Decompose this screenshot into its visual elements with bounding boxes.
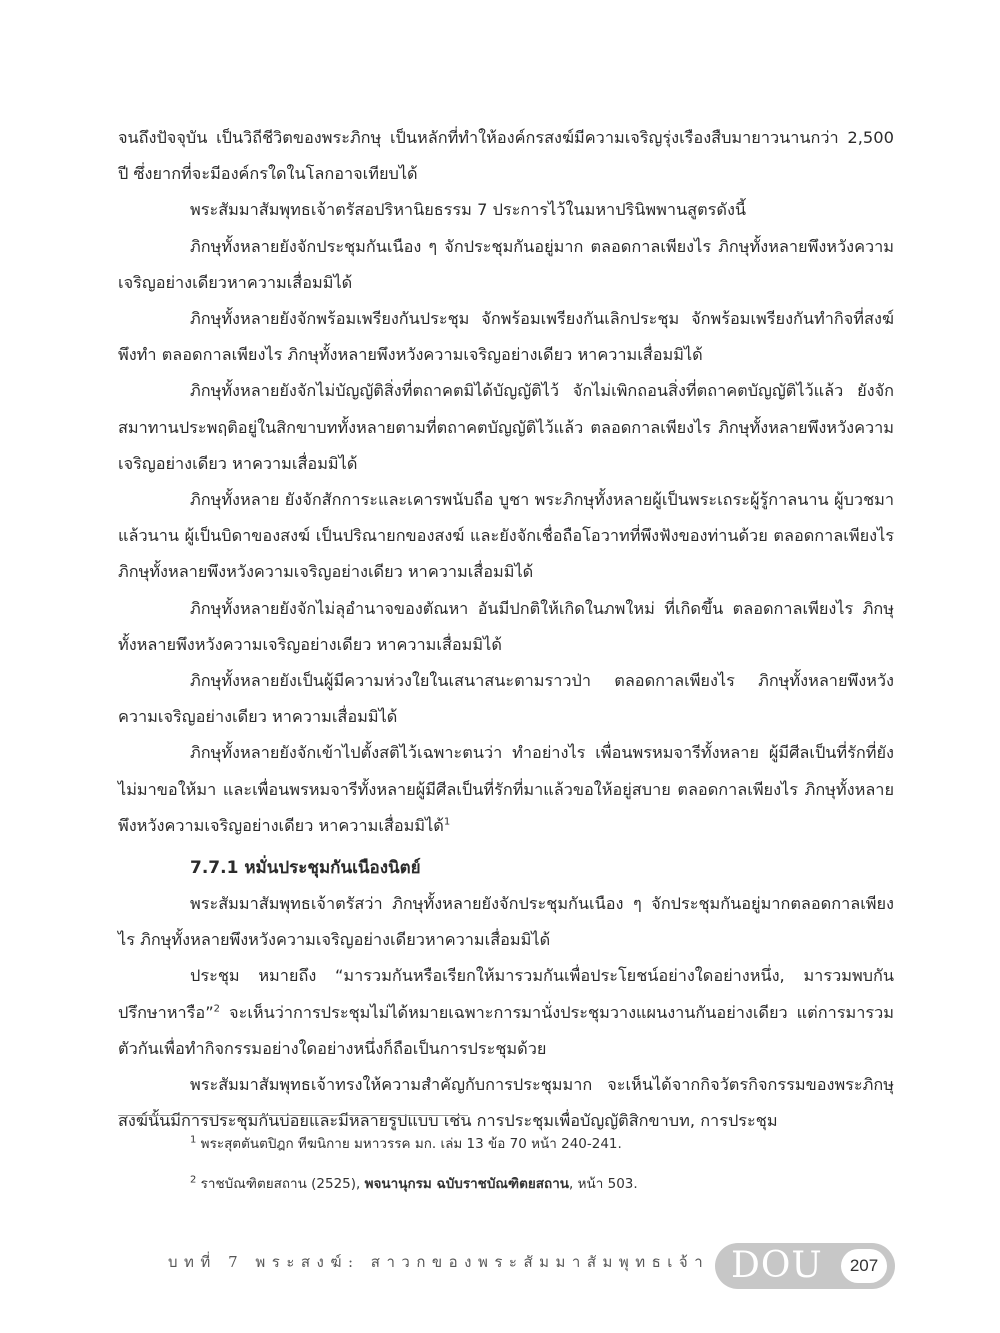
paragraph-9-text: ภิกษุทั้งหลายยังจักเข้าไปตั้งสติไว้เฉพาะตนว่า ทำอย่างไร เพื่อนพรหมจารีทั้งหลาย ผู้มีศีลเป็นที่รักที่ยังไม่มาขอให้มา และเพื่อนพรหมจารีทั้งหลายผู้มีศีลเป็นที่รักที่มาแล้วขอให้อยู่สบาย ตลอดกาลเพียงไร ภิกษุทั้งหลายพึงหวังความเจริญอย่างเดียว หาความเสื่อมมิได้ (118, 743, 894, 835)
dou-badge (715, 1243, 895, 1289)
footnotes (190, 1133, 890, 1213)
footnote-2-pre: ราชบัณฑิตยสถาน (2525), (196, 1176, 365, 1192)
running-footer-chapter: บทที่ 7 พระสงฆ์: สาวกของพระสัมมาสัมพุทธเจ้า (168, 1253, 710, 1271)
paragraph-7: ภิกษุทั้งหลายยังจักไม่ลุอำนาจของตัณหา อันมีปกติให้เกิดในภพใหม่ ที่เกิดขึ้น ตลอดกาลเพียงไร ภิกษุทั้งหลายพึงหวังความเจริญอย่างเดียว หาความเสื่อมมิได้ (118, 598, 894, 654)
paragraph-9 (118, 735, 894, 844)
paragraph-11-text-a: ประชุม หมายถึง “มารวมกันหรือเรียกให้มารวมกันเพื่อประโยชน์อย่างใดอย่างหนึ่ง, มารวมพบกันปรึกษาหารือ” (118, 966, 894, 1022)
footnote-1-number: 1 (190, 1134, 197, 1146)
footnote-ref-1[interactable]: 1 (443, 816, 451, 828)
paragraph-10: พระสัมมาสัมพุทธเจ้าตรัสว่า ภิกษุทั้งหลายยังจักประชุมกันเนือง ๆ จักประชุมกันอยู่มากตลอดกาลเพียงไร ภิกษุทั้งหลายพึงหวังความเจริญอย่างเดียวหาความเสื่อมมิได้ (118, 894, 894, 950)
footnote-ref-2[interactable]: 2 (213, 1003, 221, 1015)
paragraph-1: จนถึงปัจจุบัน เป็นวิถีชีวิตของพระภิกษุ เป็นหลักที่ทำให้องค์กรสงฆ์มีความเจริญรุ่งเรืองสืบมายาวนานกว่า 2,500 ปี ซึ่งยากที่จะมีองค์กรใดในโลกอาจเทียบได้ (118, 128, 894, 184)
paragraph-2: พระสัมมาสัมพุทธเจ้าตรัสอปริหานิยธรรม 7 ประการไว้ในมหาปรินิพพานสูตรดังนี้ (190, 200, 747, 220)
page-number: 207 (841, 1249, 887, 1283)
paragraph-4: ภิกษุทั้งหลายยังจักพร้อมเพรียงกันประชุม จักพร้อมเพรียงกันเลิกประชุม จักพร้อมเพรียงกันทำกิจที่สงฆ์พึงทำ ตลอดกาลเพียงไร ภิกษุทั้งหลายพึงหวังความเจริญอย่างเดียว หาความเสื่อมมิได้ (118, 309, 894, 365)
dou-logo: DOU (731, 1245, 823, 1286)
paragraph-5: ภิกษุทั้งหลายยังจักไม่บัญญัติสิ่งที่ตถาคตมิได้บัญญัติไว้ จักไม่เพิกถอนสิ่งที่ตถาคตบัญญัติไว้แล้ว ยังจักสมาทานประพฤติอยู่ในสิกขาบททั้งหลายตามที่ตถาคตบัญญัติไว้แล้ว ตลอดกาลเพียงไร ภิกษุทั้งหลายพึงหวังความเจริญอย่างเดียว หาความเสื่อมมิได้ (118, 381, 894, 473)
footnote-1-text: พระสุตตันตปิฎก ทีฆนิกาย มหาวรรค มก. เล่ม 13 ข้อ 70 หน้า 240-241. (196, 1136, 622, 1152)
footnote-divider (118, 1115, 468, 1116)
footnote-1 (190, 1133, 890, 1155)
section-heading: 7.7.1 หมั่นประชุมกันเนืองนิตย์ (190, 858, 421, 879)
footnote-2-post: , หน้า 503. (569, 1176, 638, 1192)
paragraph-11 (118, 958, 894, 1067)
paragraph-12: พระสัมมาสัมพุทธเจ้าทรงให้ความสำคัญกับการประชุมมาก จะเห็นได้จากกิจวัตรกิจกรรมของพระภิกษุสงฆ์นั้นมีการประชุมกันบ่อยและมีหลายรูปแบบ เช่น การประชุมเพื่อบัญญัติสิกขาบท, การประชุม (118, 1075, 894, 1131)
paragraph-3: ภิกษุทั้งหลายยังจักประชุมกันเนือง ๆ จักประชุมกันอยู่มาก ตลอดกาลเพียงไร ภิกษุทั้งหลายพึงหวังความเจริญอย่างเดียวหาความเสื่อมมิได้ (118, 236, 894, 292)
paragraph-11-text-b: จะเห็นว่าการประชุมไม่ได้หมายเฉพาะการมานั่งประชุมวางแผนงานกันอย่างเดียว แต่การมารวมตัวกันเพื่อทำกิจกรรมอย่างใดอย่างหนึ่งก็ถือเป็นการประชุมด้วย (118, 1002, 894, 1058)
footnote-2 (190, 1173, 890, 1195)
paragraph-6: ภิกษุทั้งหลาย ยังจักสักการะและเคารพนับถือ บูชา พระภิกษุทั้งหลายผู้เป็นพระเถระผู้รู้กาลนาน ผู้บวชมาแล้วนาน ผู้เป็นบิดาของสงฆ์ เป็นปริณายกของสงฆ์ และยังจักเชื่อถือโอวาทที่พึงฟังของท่านด้วย ตลอดกาลเพียงไร ภิกษุทั้งหลายพึงหวังความเจริญอย่างเดียว หาความเสื่อมมิได้ (118, 490, 894, 582)
body-text (118, 120, 894, 1139)
footnote-2-number: 2 (190, 1174, 197, 1186)
footnote-2-title: พจนานุกรม ฉบับราชบัณฑิตยสถาน (364, 1176, 570, 1192)
paragraph-8: ภิกษุทั้งหลายยังเป็นผู้มีความห่วงใยในเสนาสนะตามราวป่า ตลอดกาลเพียงไร ภิกษุทั้งหลายพึงหวังความเจริญอย่างเดียว หาความเสื่อมมิได้ (118, 671, 894, 727)
